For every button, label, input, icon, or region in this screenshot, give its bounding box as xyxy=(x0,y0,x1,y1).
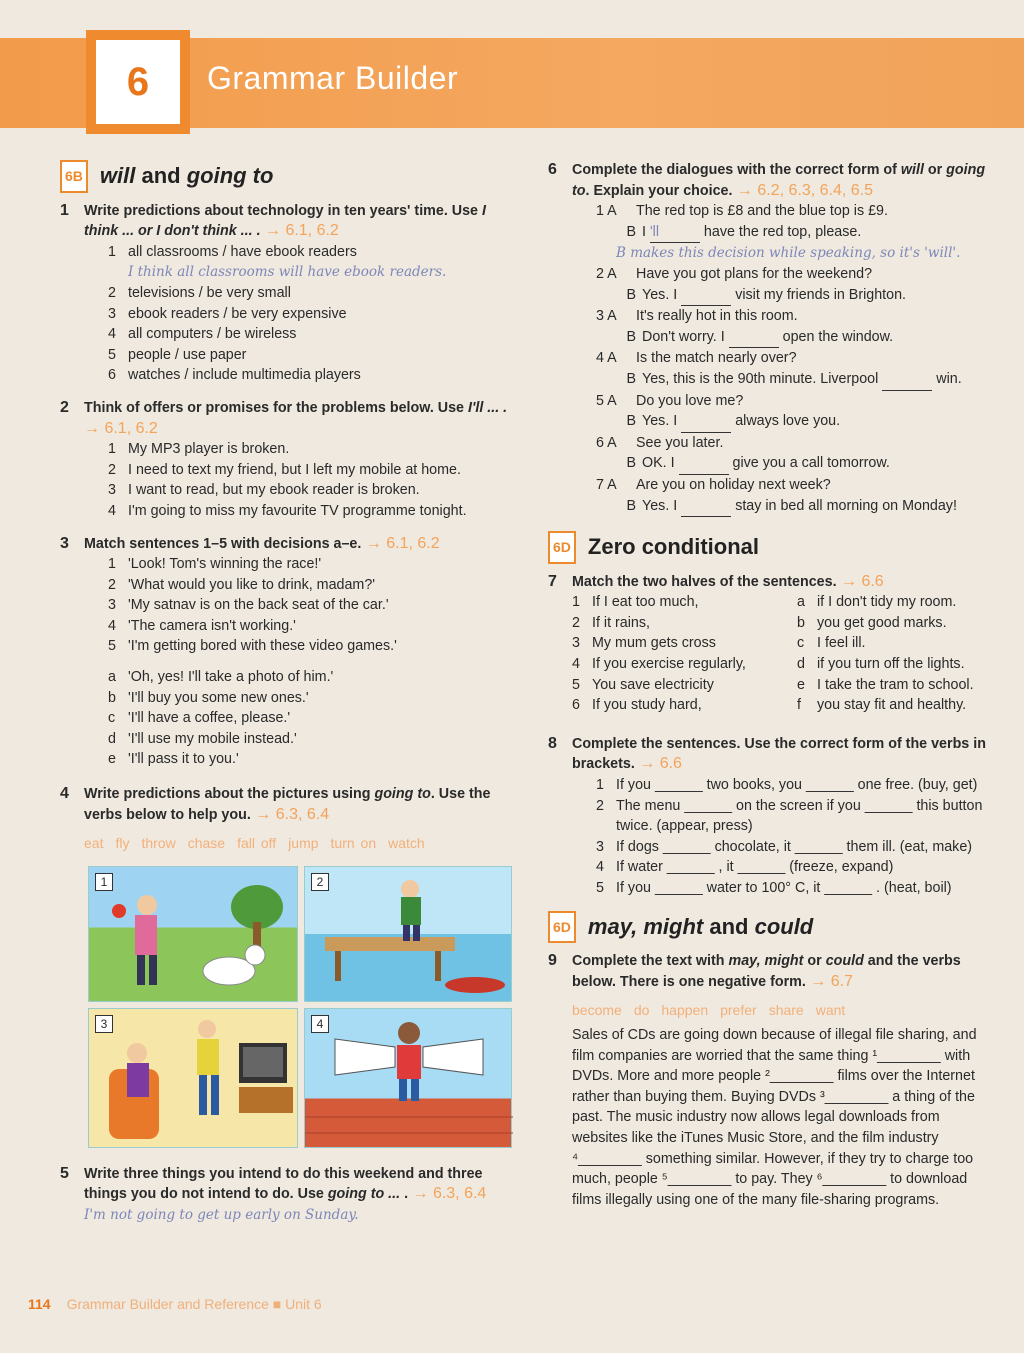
dialogue-line-a xyxy=(572,264,998,285)
verb-word: share xyxy=(768,1002,804,1019)
list-item xyxy=(773,695,998,716)
dialogue-line-b xyxy=(572,411,998,433)
list-item xyxy=(773,633,998,654)
item-number: c xyxy=(797,635,805,652)
item-text: If I eat too much, xyxy=(592,594,699,611)
line-text: Are you on holiday next week? xyxy=(636,476,831,493)
exercise-instruction: Write predictions about technology in ten years' time. Use I think ... or I don't think ... . → 6.1, 6.2 xyxy=(84,202,486,240)
exercise-6 xyxy=(548,160,998,517)
picture-3 xyxy=(88,1008,298,1148)
item-number: 2 xyxy=(572,614,580,631)
item-number: 1 xyxy=(108,441,116,458)
item-number: e xyxy=(108,751,116,768)
line-text: The red top is £8 and the blue top is £9. xyxy=(636,203,888,220)
item-text: I need to text my friend, but I left my mobile at home. xyxy=(128,461,461,478)
answer-gap xyxy=(681,285,731,307)
list-item xyxy=(773,613,998,634)
line-text: Do you love me? xyxy=(636,392,744,409)
exercise-1 xyxy=(60,201,520,386)
list-item xyxy=(84,554,520,575)
item-text: If water ______ , it ______ (freeze, expand) xyxy=(616,859,894,876)
section-6d-may-heading xyxy=(548,911,998,944)
item-number: e xyxy=(797,676,805,693)
list-item xyxy=(773,654,998,675)
item-text: 'My satnav is on the back seat of the car.' xyxy=(128,597,389,614)
page-number: 114 xyxy=(28,1296,51,1312)
answer-gap: 'll xyxy=(650,222,700,244)
exercise-instruction: Match sentences 1–5 with decisions a–e. → 6.1, 6.2 xyxy=(84,534,440,552)
page-footer xyxy=(28,1296,322,1312)
item-number: B xyxy=(626,286,636,303)
item-number: 2 A xyxy=(596,265,617,282)
list-item xyxy=(773,675,998,696)
item-number: 6 xyxy=(572,697,580,714)
line-text: It's really hot in this room. xyxy=(636,308,798,325)
item-text: 'I'll use my mobile instead.' xyxy=(128,730,297,747)
list-item xyxy=(84,501,520,522)
dialogue-line-b xyxy=(572,369,998,391)
item-number: B xyxy=(626,497,636,514)
item-number: 4 A xyxy=(596,350,617,367)
picture-2 xyxy=(304,866,512,1002)
list-item xyxy=(84,345,520,366)
item-text: you stay fit and healthy. xyxy=(817,697,967,714)
item-text: If you exercise regularly, xyxy=(592,656,746,673)
item-text: 'I'm getting bored with these video games.' xyxy=(128,638,397,655)
list-item xyxy=(84,636,520,657)
item-text: 'What would you like to drink, madam?' xyxy=(128,576,376,593)
exercise-8 xyxy=(548,734,998,899)
item-text: televisions / be very small xyxy=(128,284,291,301)
item-text: If you ______ water to 100° C, it ______ . (heat, boil) xyxy=(616,880,952,896)
item-text: The menu ______ on the screen if you ______ this button twice. (appear, press) xyxy=(616,797,983,835)
section-badge: 6D xyxy=(548,531,576,564)
list-item xyxy=(572,857,998,878)
item-number: 1 xyxy=(572,594,580,611)
item-number: 5 xyxy=(108,638,116,655)
verb-word: turn on xyxy=(330,835,377,852)
dialogue-line-b xyxy=(572,222,998,244)
line-text: Don't worry. I open the window. xyxy=(642,327,893,349)
item-text: 'Look! Tom's winning the race!' xyxy=(128,556,322,573)
list-item xyxy=(548,592,773,613)
answer-gap xyxy=(681,411,731,433)
section-title: will and going to xyxy=(99,163,274,188)
picture-4 xyxy=(304,1008,512,1148)
item-number: 4 xyxy=(108,617,116,634)
picture-number: 4 xyxy=(311,1015,329,1033)
list-item xyxy=(84,749,520,770)
answer-gap xyxy=(882,369,932,391)
dialogue-line-b xyxy=(572,453,998,475)
verb-word: become xyxy=(572,1002,622,1019)
item-number: 2 xyxy=(108,284,116,301)
list-item xyxy=(84,304,520,325)
item-number: B xyxy=(626,223,636,240)
item-number: 4 xyxy=(108,502,116,519)
footer-text: Grammar Builder and Reference ■ Unit 6 xyxy=(66,1296,322,1312)
list-item xyxy=(548,695,773,716)
item-text: 'I'll have a coffee, please.' xyxy=(128,710,291,727)
item-text: 'I'll pass it to you.' xyxy=(128,751,239,768)
list-item xyxy=(84,283,520,304)
item-text: I want to read, but my ebook reader is broken. xyxy=(128,482,420,499)
exercise-number: 4 xyxy=(60,785,69,803)
item-number: 1 xyxy=(108,556,116,573)
exercise-3 xyxy=(60,534,520,771)
item-number: 3 xyxy=(572,635,580,652)
section-6b-heading xyxy=(60,160,520,193)
list-item xyxy=(84,595,520,616)
left-column xyxy=(60,160,520,1226)
line-text: I 'll have the red top, please. xyxy=(642,222,861,244)
item-number: 3 xyxy=(108,305,116,322)
item-number: 1 xyxy=(596,777,604,794)
item-number: b xyxy=(108,689,116,706)
section-badge: 6B xyxy=(60,160,88,193)
list-item xyxy=(84,324,520,345)
item-text: If you study hard, xyxy=(592,697,702,714)
right-column xyxy=(548,160,998,1210)
list-item xyxy=(84,575,520,596)
exercise-number: 9 xyxy=(548,952,557,970)
item-number: 1 A xyxy=(596,203,617,220)
exercise-number: 3 xyxy=(60,534,69,552)
verb-word: happen xyxy=(661,1002,709,1019)
item-text: if I don't tidy my room. xyxy=(817,594,957,611)
exercise-number: 6 xyxy=(548,161,557,178)
exercise-instruction: Write predictions about the pictures using going to. Use the verbs below to help you. → 6.3, 6.4 xyxy=(84,786,491,823)
gap-fill-text: Sales of CDs are going down because of illegal file sharing, and film companies are worried that the same thing ¹________ with DVDs. More and more people ²________ films over the Internet rather than buying them. Buying DVDs ³________ a thing of the past. The music industry now allows legal downloads from websites like the iTunes Music Store, and the film industry ⁴________ something similar. However, if they try to charge too much, people ⁵________ to pay. They ⁶________ to download films illegally using one of the many file-sharing programs. xyxy=(572,1026,977,1208)
verb-word: fall off xyxy=(237,835,277,852)
exercise-4 xyxy=(60,784,520,825)
list-item xyxy=(572,878,998,899)
unit-number-box xyxy=(86,30,190,134)
item-text: watches / include multimedia players xyxy=(128,367,361,384)
exercise-instruction: Complete the dialogues with the correct form of will or going to. Explain your choice. → 6.2, 6.3, 6.4, 6.5 xyxy=(572,162,986,199)
exercise-5 xyxy=(60,1164,520,1226)
item-number: 3 A xyxy=(596,308,617,325)
item-text: ebook readers / be very expensive xyxy=(128,305,347,322)
verb-word: chase xyxy=(187,835,226,852)
exercise-instruction: Write three things you intend to do this weekend and three things you do not intend to do. Use going to ... . → 6.3, 6.4 xyxy=(84,1165,487,1203)
exercise-number: 7 xyxy=(548,572,557,590)
line-text: Yes. I always love you. xyxy=(642,411,840,433)
answer-gap xyxy=(729,327,779,349)
item-number: a xyxy=(797,594,805,611)
item-number: d xyxy=(797,656,805,673)
verb-word: eat xyxy=(84,835,104,852)
item-text: My MP3 player is broken. xyxy=(128,441,290,458)
item-number: 6 A xyxy=(596,434,617,451)
picture-number: 2 xyxy=(311,873,329,891)
list-item xyxy=(84,616,520,637)
dialogue-line-b xyxy=(572,285,998,307)
verb-word: do xyxy=(633,1002,650,1019)
item-number: b xyxy=(797,614,805,631)
item-number: 5 xyxy=(596,880,604,896)
verb-word: want xyxy=(815,1002,846,1019)
exercise-7 xyxy=(548,572,998,716)
item-number: 2 xyxy=(108,576,116,593)
item-text: 'The camera isn't working.' xyxy=(128,617,296,634)
item-text: I feel ill. xyxy=(817,635,866,652)
list-item xyxy=(84,667,520,688)
item-text: I'm going to miss my favourite TV programme tonight. xyxy=(128,502,467,519)
item-number: B xyxy=(626,455,636,472)
list-item xyxy=(572,796,998,837)
picture-number: 1 xyxy=(95,873,113,891)
exercise-2 xyxy=(60,398,520,522)
item-number: 5 xyxy=(572,676,580,693)
item-number: B xyxy=(626,328,636,345)
exercise-number: 8 xyxy=(548,734,557,752)
picture-1 xyxy=(88,866,298,1002)
list-item xyxy=(548,654,773,675)
list-item xyxy=(84,460,520,481)
exercise-9 xyxy=(548,951,998,1210)
item-text: You save electricity xyxy=(592,676,714,693)
line-text: Is the match nearly over? xyxy=(636,350,797,367)
item-number: 2 xyxy=(596,797,604,814)
list-item xyxy=(84,708,520,729)
item-number: 4 xyxy=(572,656,580,673)
exercise-number: 2 xyxy=(60,398,69,416)
item-text: My mum gets cross xyxy=(592,635,716,652)
dialogue-line-a xyxy=(572,391,998,412)
dialogue-line-a xyxy=(572,201,998,222)
dialogue-line-a xyxy=(572,475,998,496)
list-item xyxy=(548,675,773,696)
line-text: Have you got plans for the weekend? xyxy=(636,265,873,282)
list-item xyxy=(84,729,520,750)
item-number: 5 xyxy=(108,346,116,363)
verb-box xyxy=(60,833,520,854)
item-text: all classrooms / have ebook readers xyxy=(128,243,357,260)
dialogue-line-a xyxy=(572,306,998,327)
section-title: may, might and could xyxy=(587,913,814,939)
answer-gap xyxy=(681,496,731,518)
item-text: If you ______ two books, you ______ one free. (buy, get) xyxy=(616,777,978,794)
item-text: if you turn off the lights. xyxy=(817,656,965,673)
list-item xyxy=(84,480,520,501)
item-number: 4 xyxy=(108,326,116,343)
list-item xyxy=(548,633,773,654)
item-text: 'I'll buy you some new ones.' xyxy=(128,689,309,706)
list-item xyxy=(84,242,520,263)
item-number: c xyxy=(108,710,116,727)
line-text: OK. I give you a call tomorrow. xyxy=(642,453,890,475)
dialogue-line-b xyxy=(572,327,998,349)
dialogue-line-b xyxy=(572,496,998,518)
exercise-instruction: Complete the sentences. Use the correct form of the verbs in brackets. → 6.6 xyxy=(572,735,986,773)
item-text: If dogs ______ chocolate, it ______ them ill. (eat, make) xyxy=(616,838,973,855)
line-text: Yes. I visit my friends in Brighton. xyxy=(642,285,906,307)
section-6d-zero-heading xyxy=(548,531,998,564)
item-number: 2 xyxy=(108,461,116,478)
verb-box xyxy=(572,1000,998,1021)
list-item xyxy=(84,439,520,460)
item-number: 3 xyxy=(596,838,604,855)
item-number: 7 A xyxy=(596,476,617,493)
line-text: See you later. xyxy=(636,434,724,451)
item-number: 5 A xyxy=(596,392,617,409)
handwritten-answer: I think all classrooms will have ebook readers. xyxy=(128,264,447,281)
item-number: 3 xyxy=(108,597,116,614)
dialogue-line-a xyxy=(572,433,998,454)
item-text: 'Oh, yes! I'll take a photo of him.' xyxy=(128,669,334,686)
picture-number: 3 xyxy=(95,1015,113,1033)
section-title: Zero conditional xyxy=(587,534,760,560)
verb-word: prefer xyxy=(720,1002,757,1019)
banner-title: Grammar Builder xyxy=(207,60,459,96)
exercise-instruction: Think of offers or promises for the problems below. Use I'll ... . → 6.1, 6.2 xyxy=(84,399,508,437)
item-number: 6 xyxy=(108,367,116,384)
list-item xyxy=(773,592,998,613)
exercise-instruction: Match the two halves of the sentences. → 6.6 xyxy=(572,572,884,590)
verb-word: throw xyxy=(141,835,176,852)
item-number: B xyxy=(626,370,636,387)
exercise-number: 1 xyxy=(60,201,69,219)
section-badge: 6D xyxy=(548,911,576,944)
list-item xyxy=(572,775,998,796)
verb-word: fly xyxy=(115,835,130,852)
exercise-number: 5 xyxy=(60,1164,69,1182)
verb-word: watch xyxy=(388,835,425,852)
answer-gap xyxy=(679,453,729,475)
verb-word: jump xyxy=(288,835,319,852)
item-text: you get good marks. xyxy=(817,614,947,631)
exercise-instruction: Complete the text with may, might or could and the verbs below. There is one negative form. → 6.7 xyxy=(572,953,961,990)
item-number: 1 xyxy=(108,243,116,260)
item-number: f xyxy=(797,697,801,714)
list-item xyxy=(572,837,998,858)
list-item xyxy=(84,365,520,386)
picture-grid xyxy=(88,866,520,1148)
list-item xyxy=(548,613,773,634)
item-text: If it rains, xyxy=(592,614,650,631)
item-number: a xyxy=(108,669,116,686)
item-text: I take the tram to school. xyxy=(817,676,974,693)
dialogue-line-a xyxy=(572,348,998,369)
handwritten-answer: I'm not going to get up early on Sunday. xyxy=(84,1207,359,1223)
item-text: all computers / be wireless xyxy=(128,326,297,343)
handwritten-note: B makes this decision while speaking, so it's 'will'. xyxy=(616,245,961,262)
item-text: people / use paper xyxy=(128,346,247,363)
item-number: 4 xyxy=(596,859,604,876)
item-number: d xyxy=(108,730,116,747)
line-text: Yes. I stay in bed all morning on Monday! xyxy=(642,496,957,518)
item-number: B xyxy=(626,413,636,430)
line-text: Yes, this is the 90th minute. Liverpool win. xyxy=(642,369,962,391)
list-item xyxy=(84,688,520,709)
item-number: 3 xyxy=(108,482,116,499)
unit-number: 6 xyxy=(96,40,180,124)
